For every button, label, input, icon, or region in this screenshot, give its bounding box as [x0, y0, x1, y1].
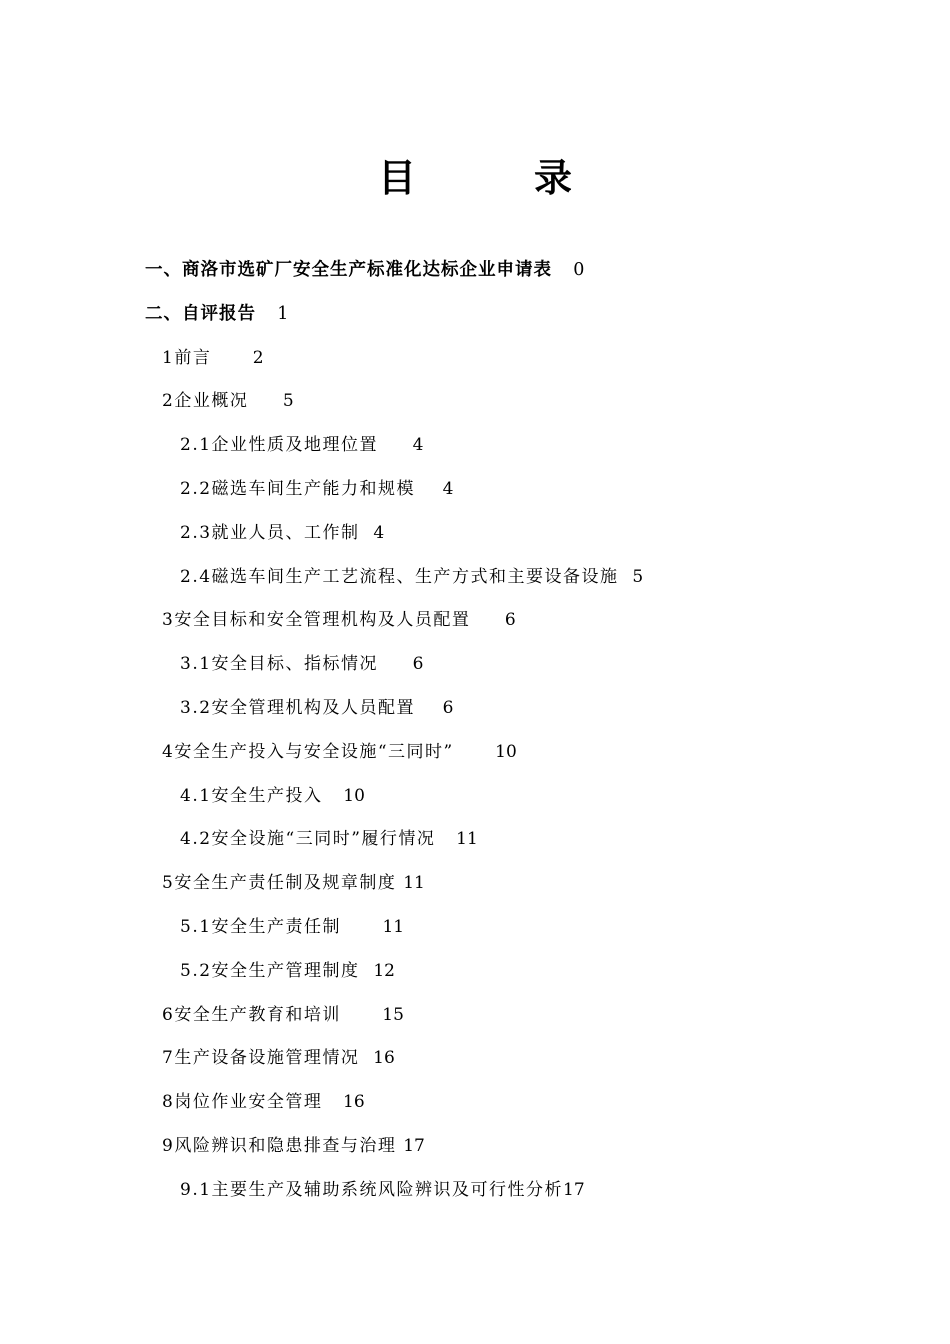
toc-entry-page: 15: [382, 1004, 404, 1025]
toc-entry-label: 2.1企业性质及地理位置: [180, 435, 379, 456]
toc-entry-label: 一、商洛市选矿厂安全生产标准化达标企业申请表: [145, 260, 552, 280]
toc-entry-label: 5安全生产责任制及规章制度: [162, 873, 397, 894]
toc-entry[interactable]: [0, 734, 950, 778]
toc-gap: [619, 567, 633, 587]
toc-entry-page: 6: [504, 610, 516, 631]
toc-entry[interactable]: [0, 1172, 950, 1216]
toc-entry-label: 5.1安全生产责任制: [180, 916, 342, 937]
toc-entry[interactable]: [0, 690, 950, 734]
toc-entry-page: 17: [563, 1179, 585, 1200]
toc-entry[interactable]: [0, 1128, 950, 1172]
toc-entry[interactable]: [0, 383, 950, 427]
toc-entry[interactable]: [0, 471, 950, 515]
toc-entry-label: 3.1安全目标、指标情况: [180, 654, 379, 675]
toc-entry[interactable]: [0, 821, 950, 865]
toc-gap: [248, 391, 283, 411]
toc-entry[interactable]: [0, 515, 950, 559]
toc-gap: [256, 304, 277, 324]
toc-entry-page: 4: [412, 435, 424, 456]
toc-gap: [341, 917, 382, 937]
toc-entry-page: 11: [456, 829, 478, 850]
toc-gap: [378, 654, 413, 674]
toc-gap: [211, 348, 252, 368]
toc-gap: [360, 523, 374, 543]
toc-entry-label: 5.2安全生产管理制度: [180, 960, 360, 981]
toc-entry[interactable]: [0, 997, 950, 1041]
toc-entry-page: 16: [373, 1048, 395, 1069]
toc-entry-page: 6: [412, 654, 424, 675]
toc-gap: [378, 435, 413, 455]
toc-entry[interactable]: [0, 602, 950, 646]
toc-entry-label: 二、自评报告: [145, 303, 256, 324]
toc-entry-label: 4安全生产投入与安全设施“三同时”: [162, 741, 454, 762]
toc-entry-label: 6安全生产教育和培训: [162, 1004, 341, 1025]
toc-entry-page: 1: [277, 303, 289, 324]
toc-entry-label: 1前言: [162, 347, 212, 368]
toc-gap: [470, 610, 505, 630]
toc-entry-label: 4.1安全生产投入: [180, 785, 323, 806]
toc-entry[interactable]: [0, 865, 950, 909]
toc-entry-label: 7生产设备设施管理情况: [162, 1048, 360, 1069]
toc-entry-page: 12: [373, 960, 395, 981]
toc-entry-label: 8岗位作业安全管理: [162, 1092, 323, 1113]
toc-gap: [359, 1048, 373, 1068]
toc-gap: [454, 742, 495, 762]
toc-entry[interactable]: [0, 778, 950, 822]
toc-entry-page: 11: [403, 873, 425, 894]
toc-gap: [415, 698, 443, 718]
toc-entry-page: 10: [495, 741, 517, 762]
toc-entry[interactable]: [0, 559, 950, 603]
toc-entry-page: 4: [373, 522, 385, 543]
toc-entry[interactable]: [0, 252, 950, 296]
toc-entry-label: 2.4磁选车间生产工艺流程、生产方式和主要设备设施: [180, 566, 619, 587]
toc-gap: [435, 829, 456, 849]
toc-entry-page: 4: [442, 478, 454, 499]
toc-entry[interactable]: [0, 1040, 950, 1084]
toc-gap: [323, 786, 344, 806]
toc-entry-label: 4.2安全设施“三同时”履行情况: [180, 829, 436, 850]
toc-gap: [415, 479, 443, 499]
toc-gap: [341, 1005, 382, 1025]
toc-entry[interactable]: [0, 953, 950, 997]
toc-gap: [360, 961, 374, 981]
toc-entry[interactable]: [0, 646, 950, 690]
toc-entry-label: 2.3就业人员、工作制: [180, 522, 360, 543]
toc-entry-label: 2.2磁选车间生产能力和规模: [180, 478, 416, 499]
toc-entry-page: 16: [343, 1092, 365, 1113]
toc-entry-page: 2: [252, 347, 264, 368]
toc-entry-label: 3.2安全管理机构及人员配置: [180, 697, 416, 718]
toc-entry-page: 5: [282, 391, 294, 412]
toc-entry[interactable]: [0, 909, 950, 953]
toc-gap: [552, 260, 573, 280]
toc-entry-label: 3安全目标和安全管理机构及人员配置: [162, 610, 471, 631]
toc-entry-label: 9风险辨识和隐患排查与治理: [162, 1135, 397, 1156]
toc-entry-label: 9.1主要生产及辅助系统风险辨识及可行性分析: [180, 1179, 564, 1200]
toc-gap: [322, 1092, 343, 1112]
toc-entry[interactable]: [0, 427, 950, 471]
toc-entry-page: 17: [403, 1135, 425, 1156]
toc-entry[interactable]: [0, 340, 950, 384]
toc-entry-label: 2企业概况: [162, 391, 249, 412]
table-of-contents: [0, 252, 950, 1216]
toc-entry-page: 5: [632, 566, 644, 587]
page-title: 目 录: [377, 155, 612, 200]
toc-entry-page: 10: [343, 785, 365, 806]
toc-entry-page: 6: [442, 697, 454, 718]
toc-entry[interactable]: [0, 296, 950, 340]
toc-entry-page: 11: [382, 916, 405, 937]
toc-entry[interactable]: [0, 1084, 950, 1128]
toc-entry-page: 0: [573, 260, 585, 280]
